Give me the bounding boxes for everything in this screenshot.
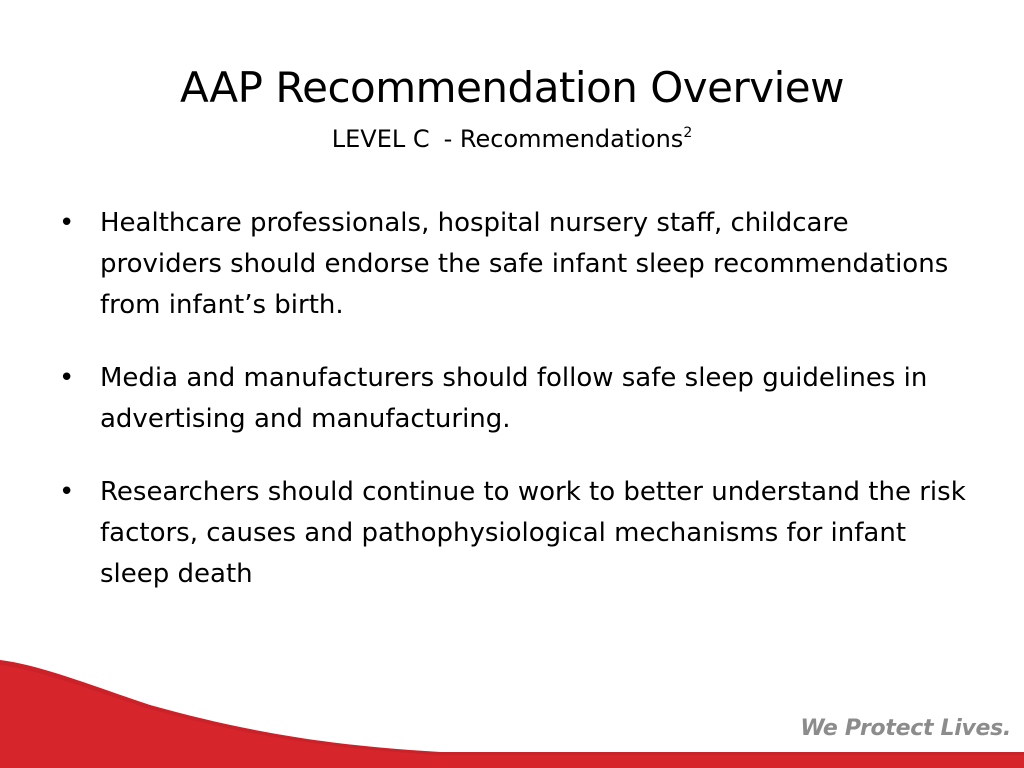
bullet-marker: •	[59, 208, 75, 238]
bullet-text: Healthcare professionals, hospital nursery staff, childcare providers should endorse the safe infant sleep recommendations from infant’s birth.	[100, 208, 949, 320]
bullet-item	[56, 472, 966, 595]
bullet-marker: •	[59, 363, 75, 393]
bullet-item	[56, 203, 966, 326]
bullet-text: Media and manufacturers should follow safe sleep guidelines in advertising and manufacturing.	[100, 363, 928, 434]
bullet-list	[56, 203, 966, 627]
subtitle-reference-superscript: 2	[683, 125, 693, 141]
bullet-text: Researchers should continue to work to better understand the risk factors, causes and pathophysiological mechanisms for infant sleep death	[100, 477, 966, 589]
bullet-item	[56, 358, 966, 440]
subtitle-level: LEVEL C	[331, 125, 430, 153]
slide-subtitle	[0, 123, 1024, 155]
bullet-marker: •	[59, 477, 75, 507]
tagline-logo: We Protect Lives.	[800, 716, 1011, 741]
slide-title: AAP Recommendation Overview	[180, 63, 844, 112]
subtitle-text: - Recommendations	[443, 125, 684, 153]
